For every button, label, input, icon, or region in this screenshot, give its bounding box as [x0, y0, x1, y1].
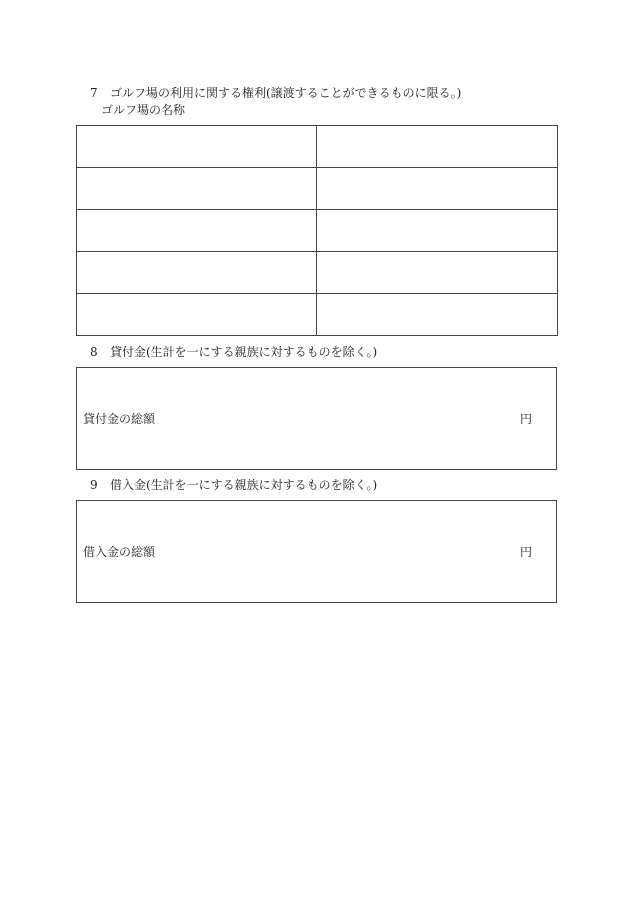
section-9-title: 借入金(生計を一にする親族に対するものを除く。) — [110, 478, 378, 492]
section-7-number: 7 — [90, 86, 98, 100]
loan-receivable-total-label: 貸付金の総額 — [83, 412, 156, 426]
yen-unit: 円 — [519, 545, 532, 559]
section-7-heading — [90, 86, 461, 100]
table-row — [77, 210, 558, 252]
table-row — [77, 252, 558, 294]
golf-course-name-cell[interactable] — [77, 294, 317, 336]
section-9-number: 9 — [90, 478, 98, 492]
golf-course-detail-cell[interactable] — [317, 210, 558, 252]
golf-course-table — [76, 125, 558, 336]
borrowing-box[interactable] — [76, 500, 557, 603]
section-7-title: ゴルフ場の利用に関する権利(譲渡することができるものに限る。) — [110, 86, 462, 100]
table-row — [77, 168, 558, 210]
golf-course-detail-cell[interactable] — [317, 294, 558, 336]
golf-course-name-cell[interactable] — [77, 168, 317, 210]
section-8-number: 8 — [90, 345, 98, 359]
golf-course-name-cell[interactable] — [77, 252, 317, 294]
golf-course-name-cell[interactable] — [77, 210, 317, 252]
golf-course-detail-cell[interactable] — [317, 168, 558, 210]
table-row — [77, 294, 558, 336]
golf-course-name-cell[interactable] — [77, 126, 317, 168]
borrowing-total-label: 借入金の総額 — [83, 545, 156, 559]
loan-receivable-box[interactable] — [76, 367, 557, 470]
golf-course-detail-cell[interactable] — [317, 126, 558, 168]
golf-course-name-label: ゴルフ場の名称 — [101, 103, 186, 117]
table-row — [77, 126, 558, 168]
section-9-heading — [90, 478, 377, 492]
section-8-heading — [90, 345, 377, 359]
golf-course-detail-cell[interactable] — [317, 252, 558, 294]
yen-unit: 円 — [519, 412, 532, 426]
section-8-title: 貸付金(生計を一にする親族に対するものを除く。) — [110, 345, 378, 359]
